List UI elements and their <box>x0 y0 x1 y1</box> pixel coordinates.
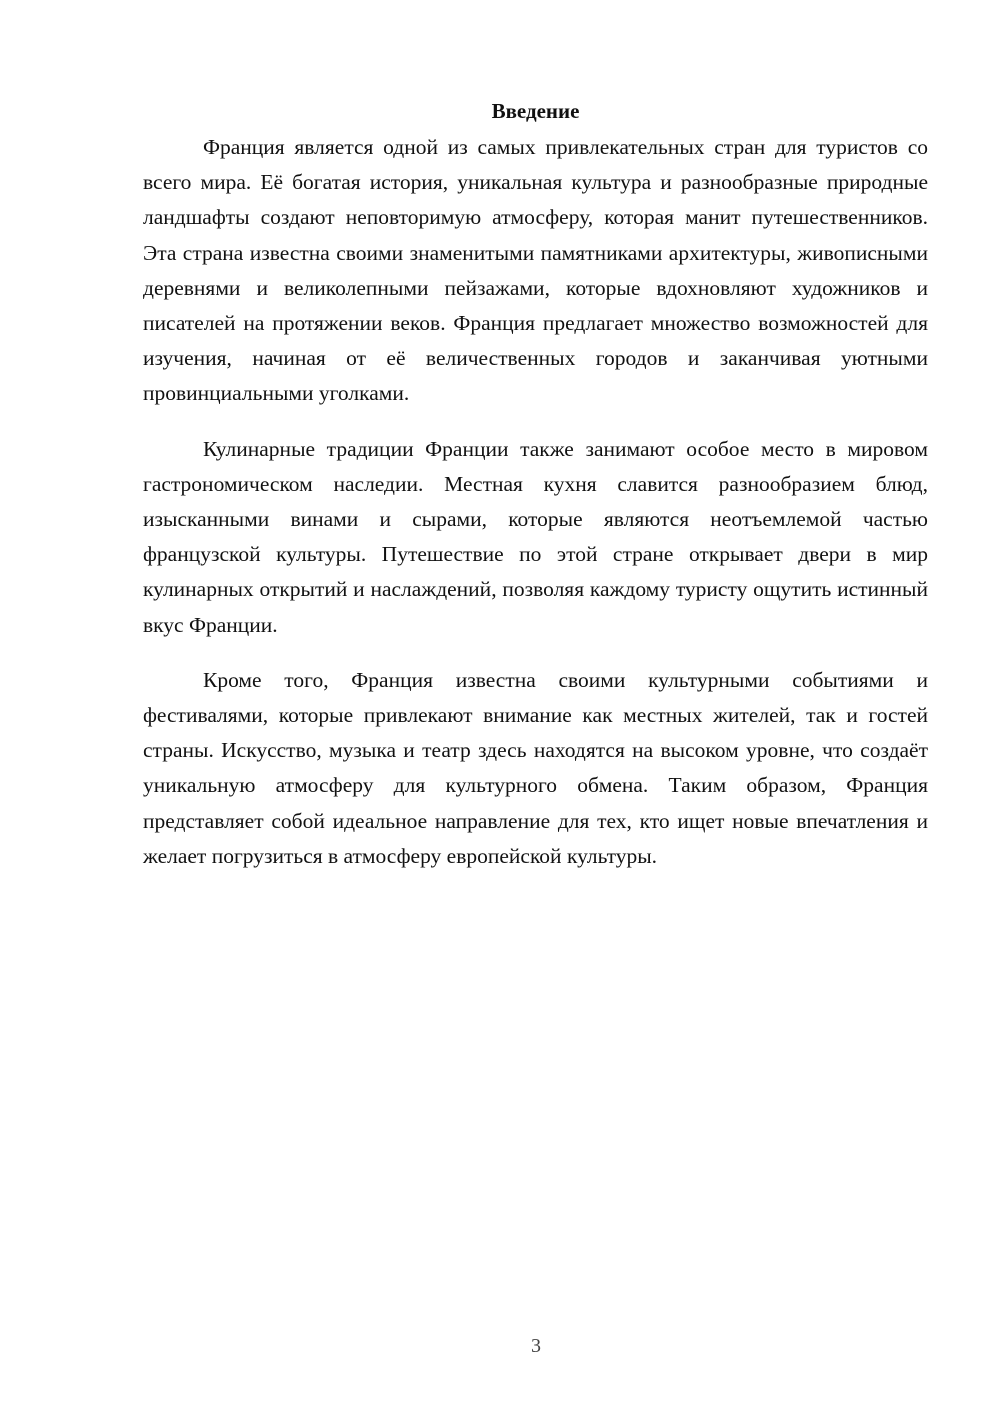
paragraph-2: Кулинарные традиции Франции также занимают особое место в мировом гастрономическом наследии. Местная кухня славится разнообразием блюд, изысканными винами и сырами, которые являются неотъемлемой частью французской культуры. Путешествие по этой стране открывает двери в мир кулинарных открытий и наслаждений, позволяя каждому туристу ощутить истинный вкус Франции. <box>143 436 928 637</box>
page-number: 3 <box>531 1335 541 1357</box>
paragraph-3: Кроме того, Франция известна своими культурными событиями и фестивалями, которые привлекают внимание как местных жителей, так и гостей страны. Искусство, музыка и театр здесь находятся на высоком уровне, что создаёт уникальную атмосферу для культурного обмена. Таким образом, Франция представляет собой идеальное направление для тех, кто ищет новые впечатления и желает погрузиться в атмосферу европейской культуры. <box>143 667 928 868</box>
page-content <box>143 96 928 894</box>
section-title: Введение <box>491 99 580 123</box>
paragraph-1: Франция является одной из самых привлекательных стран для туристов со всего мира. Её богатая история, уникальная культура и разнообразные природные ландшафты создают неповторимую атмосферу, которая манит путешественников. Эта страна известна своими знаменитыми памятниками архитектуры, живописными деревнями и великолепными пейзажами, которые вдохновляют художников и писателей на протяжении веков. Франция предлагает множество возможностей для изучения, начиная от её величественных городов и заканчивая уютными провинциальными уголками. <box>143 135 928 406</box>
